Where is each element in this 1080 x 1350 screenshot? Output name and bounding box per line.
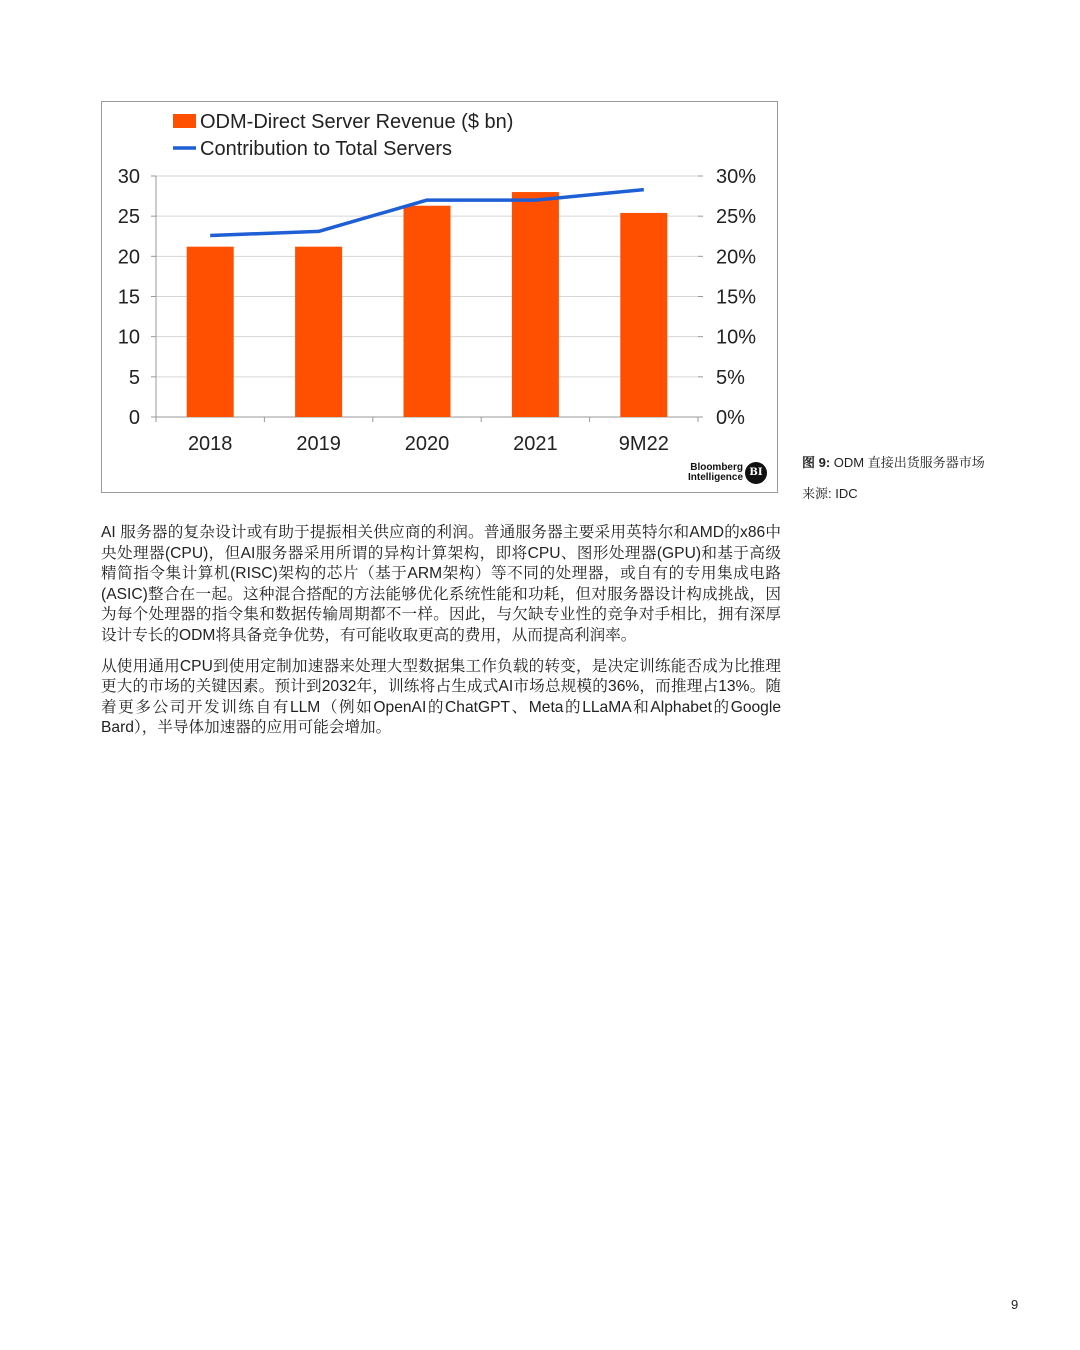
- bar: [404, 206, 451, 417]
- x-tick-label: 2021: [513, 433, 558, 455]
- x-tick-label: 2020: [404, 433, 450, 455]
- y-tick-label-right: 25%: [716, 206, 757, 229]
- y-tick-label-left: 10: [117, 326, 140, 349]
- figure-label: 图 9:: [802, 455, 831, 470]
- page-number: 9: [1011, 1297, 1019, 1312]
- figure-title: ODM 直接出货服务器市场: [830, 455, 985, 470]
- bloomberg-intelligence-logo: [687, 461, 773, 487]
- y-tick-label-left: 5: [128, 366, 140, 389]
- chart-frame: [101, 101, 778, 493]
- x-tick-label: 2018: [187, 433, 233, 455]
- logo-badge: BI: [745, 462, 767, 484]
- logo-line2: Intelligence: [687, 472, 743, 483]
- figure-source: 来源: IDC: [802, 486, 858, 501]
- bar: [512, 192, 559, 417]
- y-tick-label-left: 25: [117, 206, 140, 229]
- y-tick-label-right: 15%: [716, 286, 757, 309]
- legend-label-line: Contribution to Total Servers: [200, 138, 452, 160]
- y-tick-label-left: 0: [128, 407, 140, 429]
- body-text: [101, 523, 781, 749]
- x-tick-label: 9M22: [618, 433, 669, 455]
- y-tick-label-left: 15: [117, 286, 140, 309]
- paragraph-2: 从使用通用CPU到使用定制加速器来处理大型数据集工作负载的转变，是决定训练能否成为比推理更大的市场的关键因素。预计到2032年，训练将占生成式AI市场总规模的36%，而推理占13%。随着更多公司开发训练自有LLM（例如OpenAI的ChatGPT、Meta的LLaMA和Alphabet的Google Bard），半导体加速器的应用可能会增加。: [101, 657, 781, 737]
- y-tick-label-right: 5%: [716, 366, 745, 389]
- bar: [187, 247, 234, 417]
- combo-chart: [102, 102, 779, 494]
- y-tick-label-right: 20%: [716, 246, 757, 269]
- legend-label-bar: ODM-Direct Server Revenue ($ bn): [200, 111, 514, 133]
- y-tick-label-left: 20: [117, 246, 140, 269]
- bar: [620, 213, 667, 417]
- y-tick-label-left: 30: [117, 166, 140, 188]
- figure-caption: [802, 455, 1062, 471]
- y-tick-label-right: 0%: [716, 407, 745, 429]
- logo-text: [688, 463, 743, 483]
- logo-line1: Bloomberg: [690, 462, 743, 473]
- paragraph-1: AI 服务器的复杂设计或有助于提振相关供应商的利润。普通服务器主要采用英特尔和AMD的x86中央处理器(CPU)，但AI服务器采用所谓的异构计算架构，即将CPU、图形处理器(GPU)和基于高级精简指令集计算机(RISC)架构的芯片（基于ARM架构）等不同的处理器，或自有的专用集成电路(ASIC)整合在一起。这种混合搭配的方法能够优化系统性能和功耗，但对服务器设计构成挑战，因为每个处理器的指令集和数据传输周期都不一样。因此，与欠缺专业性的竞争对手相比，拥有深厚设计专长的ODM将具备竞争优势，有可能收取更高的费用，从而提高利润率。: [101, 524, 781, 644]
- y-tick-label-right: 30%: [716, 166, 757, 188]
- bar: [295, 247, 342, 417]
- x-tick-label: 2019: [296, 433, 341, 455]
- y-tick-label-right: 10%: [716, 326, 757, 349]
- legend-swatch-bar: [173, 114, 196, 128]
